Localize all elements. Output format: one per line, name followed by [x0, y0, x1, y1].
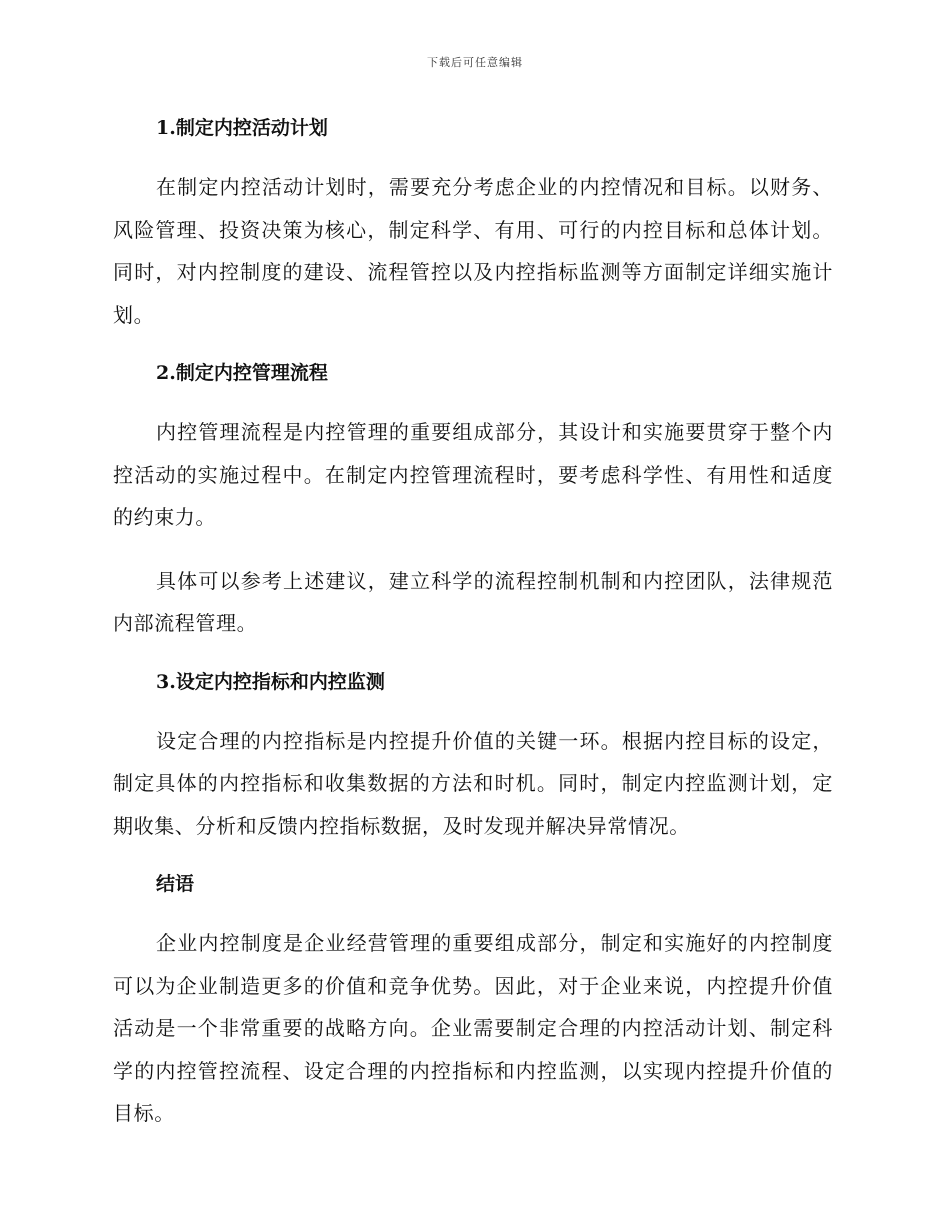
section-heading-plan: 1.制定内控活动计划 — [156, 117, 328, 139]
section-heading-process: 2.制定内控管理流程 — [156, 362, 328, 384]
paragraph-process: 内控管理流程是内控管理的重要组成部分，其设计和实施要贯穿于整个内控活动的实施过程中。在制定内控管理流程时，要考虑科学性、有用性和适度的约束力。 — [113, 420, 833, 529]
section-heading-indicators: 3.设定内控指标和内控监测 — [156, 670, 385, 693]
paragraph-process-suggestion: 具体可以参考上述建议，建立科学的流程控制机制和内控团队，法律规范内部流程管理。 — [113, 568, 833, 635]
paragraph-indicators: 设定合理的内控指标是内控提升价值的关键一环。根据内控目标的设定，制定具体的内控指标和收集数据的方法和时机。同时，制定内控监测计划，定期收集、分析和反馈内控指标数据，及时发现并解决异常情况。 — [113, 728, 833, 838]
paragraph-plan: 在制定内控活动计划时，需要充分考虑企业的内控情况和目标。以财务、风险管理、投资决策为核心，制定科学、有用、可行的内控目标和总体计划。同时，对内控制度的建设、流程管控以及内控指标监测等方面制定详细实施计划。 — [113, 175, 833, 327]
document-body — [113, 112, 833, 1135]
page-header: 下载后可任意编辑 — [427, 56, 523, 69]
paragraph-conclusion: 企业内控制度是企业经营管理的重要组成部分，制定和实施好的内控制度可以为企业制造更多的价值和竞争优势。因此，对于企业来说，内控提升价值活动是一个非常重要的战略方向。企业需要制定合理的内控活动计划、制定科学的内控管控流程、设定合理的内控指标和内控监测，以实现内控提升价值的目标。 — [113, 931, 833, 1125]
section-heading-conclusion: 结语 — [156, 873, 195, 895]
